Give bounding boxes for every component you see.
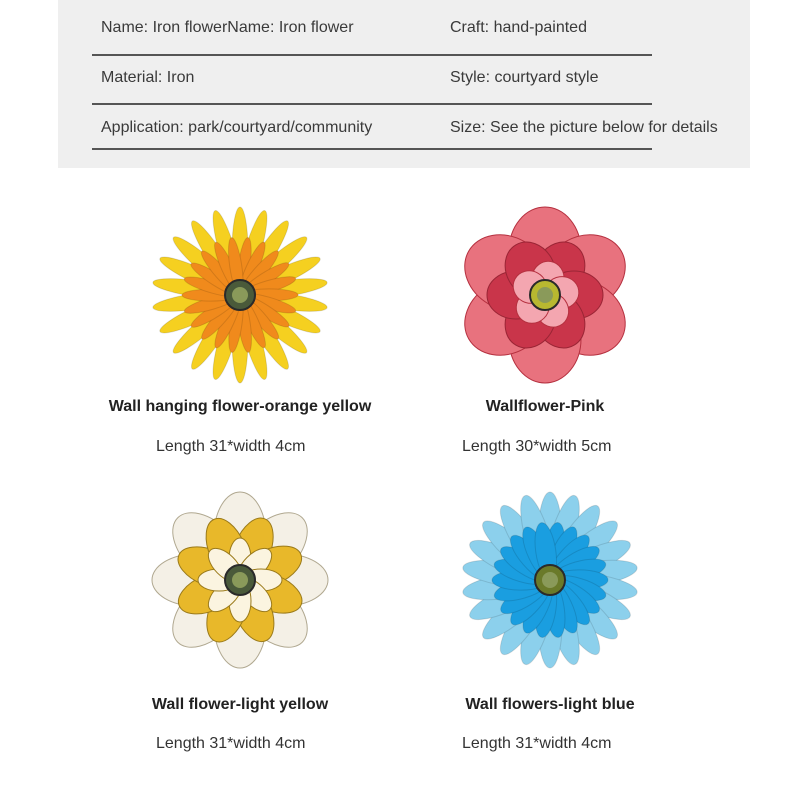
spec-panel (58, 0, 750, 168)
product-size: Length 31*width 4cm (156, 735, 306, 752)
flower-image (150, 205, 330, 385)
product-card[interactable] (395, 205, 695, 465)
spec-style: Style: courtyard style (450, 69, 599, 86)
flower-image (150, 490, 330, 670)
product-size: Length 31*width 4cm (462, 735, 612, 752)
spec-craft: Craft: hand-painted (450, 19, 587, 36)
flower-image (460, 490, 640, 670)
spec-divider (92, 54, 652, 56)
product-name: Wall hanging flower-orange yellow (108, 398, 372, 415)
product-card[interactable] (90, 205, 390, 465)
spec-name: Name: Iron flowerName: Iron flower (101, 19, 354, 36)
product-name: Wall flowers-light blue (465, 696, 635, 713)
flower-image (455, 205, 635, 385)
product-size: Length 30*width 5cm (462, 438, 612, 455)
product-name: Wall flower-light yellow (151, 696, 329, 713)
spec-material: Material: Iron (101, 69, 195, 86)
product-card[interactable] (400, 490, 700, 760)
product-size: Length 31*width 4cm (156, 438, 306, 455)
product-card[interactable] (90, 490, 390, 760)
spec-divider (92, 148, 652, 150)
product-name: Wallflower-Pink (485, 398, 605, 415)
spec-application: Application: park/courtyard/community (101, 119, 373, 136)
spec-size: Size: See the picture below for details (450, 119, 718, 136)
spec-divider (92, 103, 652, 105)
